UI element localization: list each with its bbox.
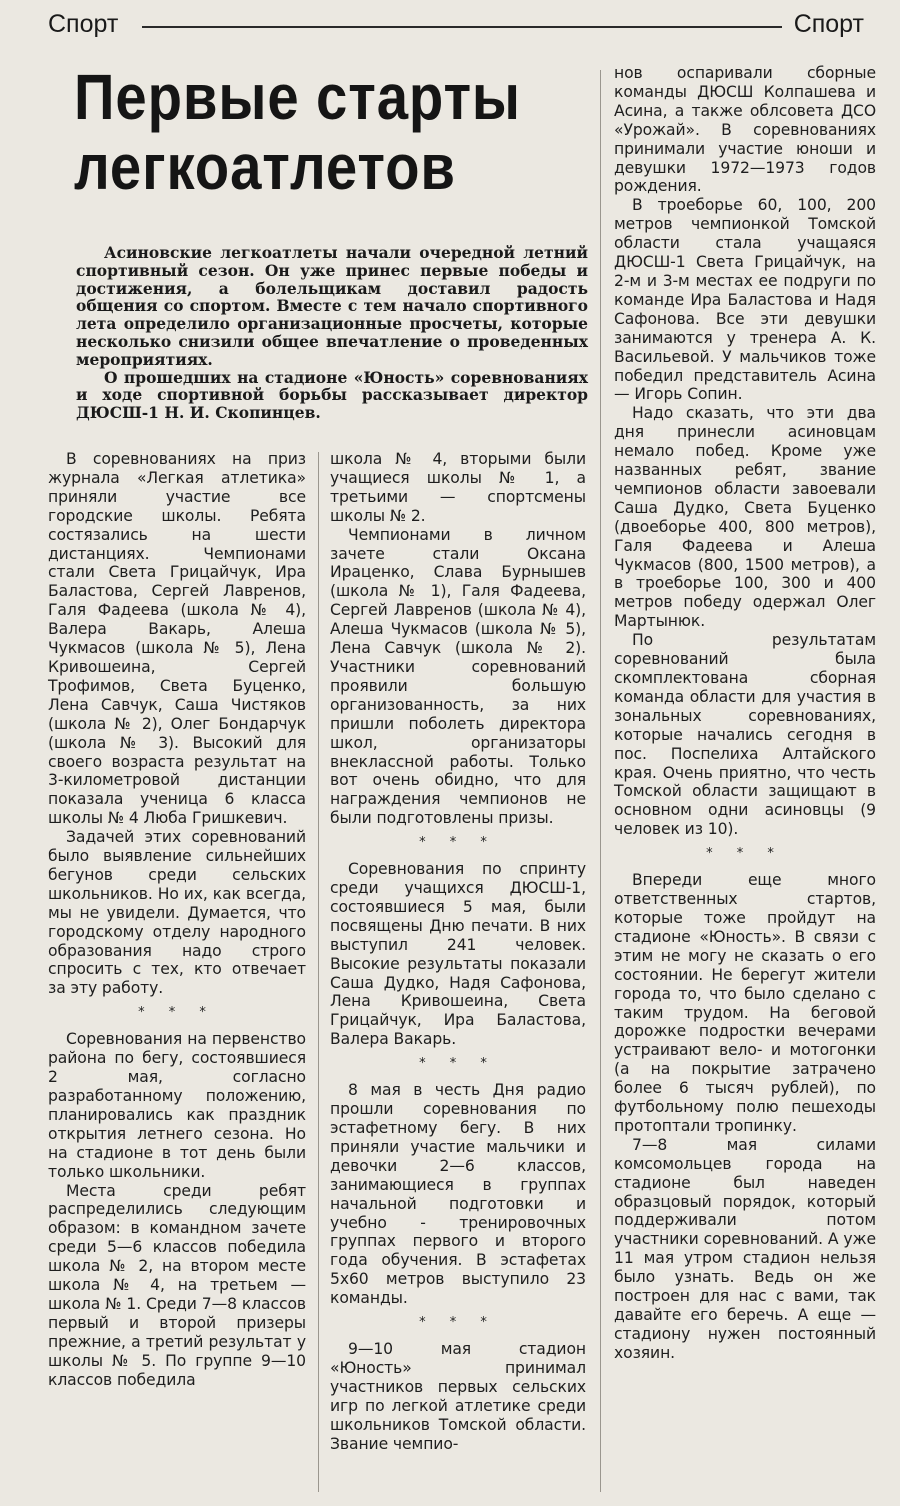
paragraph: Впереди еще много ответственных стартов, которые тоже пройдут на стадионе «Юность». В связи с этим не могу не сказать о его состоянии. Не берегут жители города то, что было сделано с таким трудом. На беговой дорожке подростки вечерами устраивают вело- и мотогонки (а на покрытие затрачено более 6 тысяч рублей), по футбольному полю пешеходы протоптали тропинку. [614,871,876,1135]
article-column-1 [48,450,306,1390]
paragraph: В соревнованиях на приз журнала «Легкая атлетика» приняли участие все городские школы. Ребята состязались на шести дистанциях. Чемпионами стали Света Грицайчук, Ира Баластова, Сергей Лавренов, Галя Фадеева (школа № 4), Валера Вакарь, Алеша Чукмасов (школа № 5), Лена Кривошеина, Сергей Трофимов, Света Буценко, Лена Савчук, Саша Чистяков (школа № 2), Олег Бондарчук (школа № 3). Высокий для своего возраста результат на 3-километровой дистанции показала ученица 6 класса школы № 4 Люба Гришкевич. [48,450,306,828]
paragraph: Надо сказать, что эти два дня принесли асиновцам немало побед. Кроме уже названных ребят, звание чемпионов области завоевали Саша Дудко, Света Буценко (двоеборье 400, 800 метров), Галя Фадеева и Алеша Чукмасов (800, 1500 метров), а в троеборье 100, 300 и 400 метров победу одержал Олег Мартынюк. [614,404,876,631]
section-separator: * * * [419,835,497,851]
column-divider [318,452,319,1492]
article-column-2 [330,450,586,1454]
paragraph: В троеборье 60, 100, 200 метров чемпионкой Томской области стала учащаяся ДЮСШ-1 Света Грицайчук, на 2-м и 3-м местах ее подруги по команде Ира Баластова и Надя Сафонова. Все эти девушки занимаются у тренера А. К. Васильевой. У мальчиков тоже победил представитель Асина — Игорь Сопин. [614,196,876,404]
paragraph: 8 мая в честь Дня радио прошли соревнования по эстафетному бегу. В них приняли участие мальчики и девочки 2—6 классов, занимающиеся в группах начальной подготовки и учебно - тренировочных группах первого и второго года обучения. В эстафетах 5х60 метров выступило 23 команды. [330,1081,586,1308]
section-separator: * * * [419,1315,497,1331]
paragraph: 9—10 мая стадион «Юность» принимал участников первых сельских игр по легкой атлетике среди школьников Томской области. Звание чемпио- [330,1340,586,1453]
paragraph: школа № 4, вторыми были учащиеся школы № 1, а третьими — спортсмены школы № 2. [330,450,586,525]
paragraph: Чемпионами в личном зачете стали Оксана Ираценко, Слава Бурнышев (школа № 1), Галя Фадеева, Сергей Лавренов (школа № 4), Алеша Чукмасов (школа № 5), Лена Савчук (школа № 2). Участники соревнований проявили большую организованность, за них пришли поболеть директора школ, организаторы внеклассной работы. Только вот очень обидно, что для награждения чемпионов не были подготовлены призы. [330,525,586,828]
section-rubric-left: Спорт [48,10,119,38]
section-separator: * * * [419,1056,497,1072]
paragraph: нов оспаривали сборные команды ДЮСШ Колпашева и Асина, а также облсовета ДСО «Урожай». В соревнованиях принимали участие юноши и девушки 1972—1973 годов рождения. [614,64,876,196]
paragraph: Задачей этих соревнований было выявление сильнейших бегунов среди сельских школьников. Но их, как всегда, мы не увидели. Думается, что городскому отделу народного образования надо строго спросить с тех, кто отвечает за эту работу. [48,828,306,998]
lead-paragraph: О прошедших на стадионе «Юность» соревнованиях и ходе спортивной борьбы рассказывает директор ДЮСШ-1 Н. И. Скопинцев. [76,367,588,423]
header-rule [142,26,782,28]
paragraph: Соревнования по спринту среди учащихся ДЮСШ-1, состоявшиеся 5 мая, были посвящены Дню печати. В них выступил 241 человек. Высокие результаты показали Саша Дудко, Надя Сафонова, Лена Кривошеина, Света Грицайчук, Ира Баластова, Валера Вакарь. [330,860,586,1049]
article-headline: Первые старты легкоатлетов [74,61,521,203]
lead-paragraph: Асиновские легкоатлеты начали очередной летний спортивный сезон. Он уже принес первые победы и достижения, а болельщикам доставил радость общения со спортом. Вместе с тем начало спортивного лета определило организационные просчеты, которые несколько снизили общее впечатление о проведенных мероприятиях. [76,243,588,369]
column-divider [600,70,601,1492]
article-column-3 [614,64,876,1363]
paragraph: По результатам соревнований была скомплектована сборная команда области для участия в зональных соревнованиях, которые начались сегодня в пос. Поспелиха Алтайского края. Очень приятно, что честь Томской области защищают в основном одни асиновцы (9 человек из 10). [614,631,876,839]
paragraph: 7—8 мая силами комсомольцев города на стадионе был наведен образцовый порядок, который поддерживали потом участники соревнований. А уже 11 мая утром стадион нельзя было узнать. Ведь он же построен для нас с вами, так давайте его беречь. А еще — стадиону нужен постоянный хозяин. [614,1135,876,1362]
section-separator: * * * [706,846,784,862]
article-lead [76,244,588,422]
paragraph: Места среди ребят распределились следующим образом: в командном зачете среди 5—6 классов победила школа № 2, на втором месте школа № 4, на третьем — школа № 1. Среди 7—8 классов первый и второй призеры прежние, а третий результат у школы № 5. По группе 9—10 классов победила [48,1181,306,1389]
section-rubric-right: Спорт [793,10,864,38]
paragraph: Соревнования на первенство района по бегу, состоявшиеся 2 мая, согласно разработанному положению, планировались как праздник открытия летнего сезона. Но на стадионе в тот день были только школьники. [48,1030,306,1181]
section-separator: * * * [138,1005,216,1021]
